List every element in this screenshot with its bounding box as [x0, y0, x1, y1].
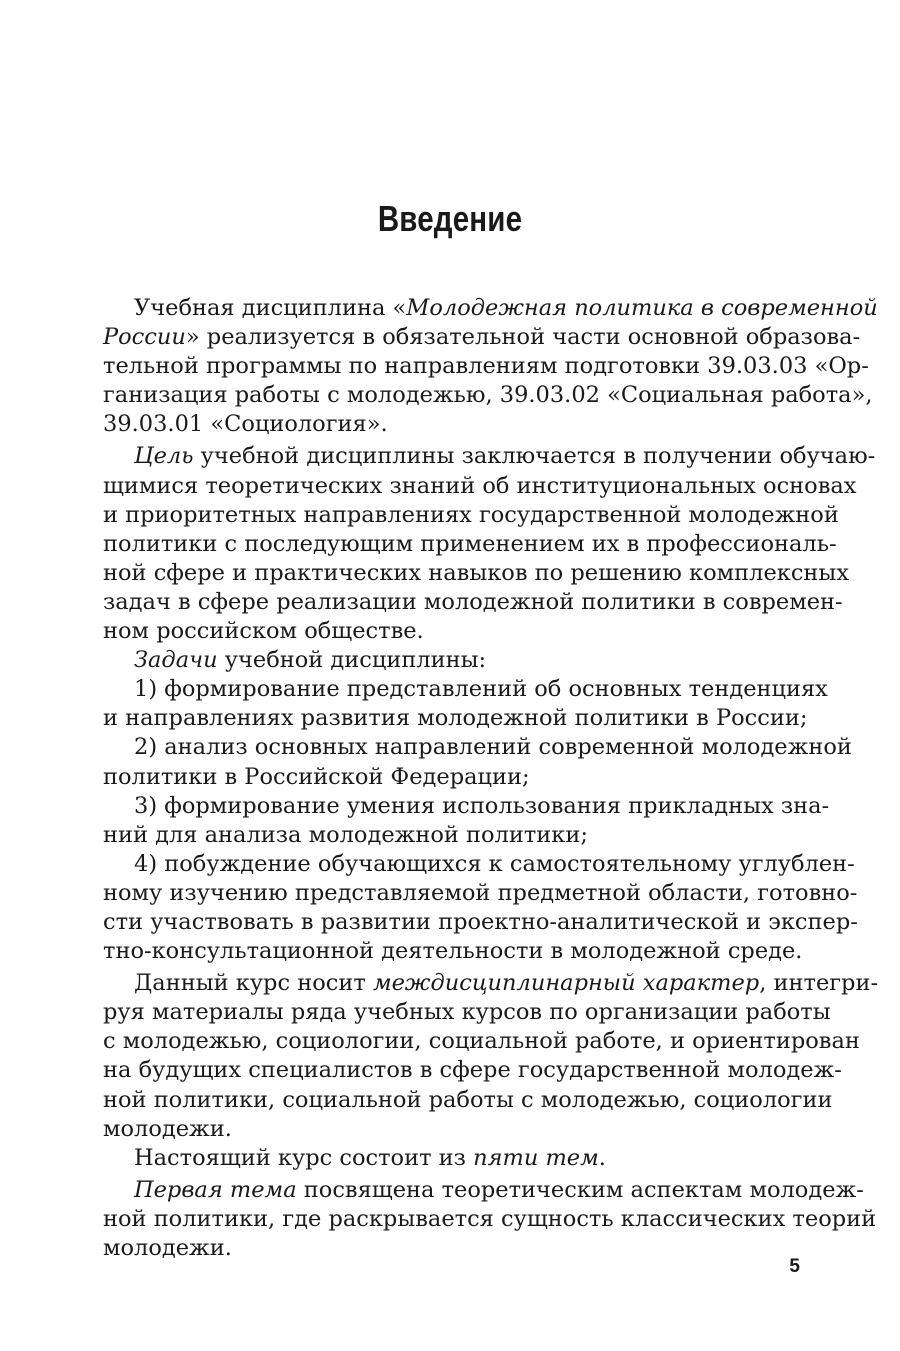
paragraph-first-topic	[103, 1176, 877, 1263]
text-line: 3) формирование умения использования прикладных зна-	[134, 792, 830, 819]
task-item-4	[103, 850, 858, 966]
text-line: 1) формирование представлений об основных тенденциях	[134, 676, 828, 703]
text-line: 4) побуждение обучающихся к самостоятельному углублен-	[134, 850, 855, 877]
task-item-1	[103, 675, 828, 733]
page-title: Введение	[377, 198, 523, 239]
text-line: Учебная дисциплина «Молодежная политика в современной	[134, 295, 878, 321]
text-line: Задачи учебной дисциплины:	[134, 647, 487, 674]
text-line: Настоящий курс состоит из пяти тем.	[134, 1144, 606, 1171]
text-line: с молодежью, социологии, социальной работе, и ориентирован	[103, 1028, 860, 1055]
task-item-3	[103, 792, 830, 850]
text-line: ном российском обществе.	[103, 618, 424, 645]
text-line: России» реализуется в обязательной части основной образова-	[103, 324, 861, 351]
text-line: ной политики, социальной работы с молодежью, социологии	[103, 1086, 833, 1113]
text-line: на будущих специалистов в сфере государственной молодеж-	[103, 1057, 842, 1084]
text-line: 2) анализ основных направлений современной молодежной	[134, 734, 852, 761]
text-line: задач в сфере реализации молодежной политики в современ-	[103, 588, 843, 615]
text-line: и направлениях развития молодежной политики в России;	[103, 705, 808, 732]
text-line: ной сфере и практических навыков по решению комплексных	[103, 559, 850, 586]
text-line: тельной программы по направлениям подготовки 39.03.03 «Ор-	[103, 353, 869, 380]
task-item-2	[103, 733, 852, 791]
text-line: молодежи.	[103, 1115, 232, 1142]
paragraph-tasks-heading	[103, 646, 800, 675]
text-line: руя материалы ряда учебных курсов по организации работы	[103, 999, 831, 1026]
text-line: ному изучению представляемой предметной области, готовно-	[103, 879, 858, 906]
text-line: политики в Российской Федерации;	[103, 763, 530, 790]
text-line: Первая тема посвящена теоретическим аспектам молодеж-	[134, 1176, 864, 1203]
paragraph-course-character	[103, 969, 879, 1144]
text-line: Данный курс носит междисциплинарный характер, интегри-	[134, 970, 879, 997]
page-number: 5	[789, 1256, 800, 1277]
text-line: сти участвовать в развитии проектно-аналитической и экспер-	[103, 908, 858, 935]
text-line: политики с последующим применением их в профессиональ-	[103, 530, 837, 557]
paragraph-intro	[103, 294, 878, 439]
text-line: ной политики, где раскрывается сущность классических теорий	[103, 1205, 877, 1232]
text-line: и приоритетных направлениях государственной молодежной	[103, 501, 839, 528]
paragraph-course-structure	[103, 1144, 800, 1173]
text-line: щимися теоретических знаний об институциональных основах	[103, 472, 857, 499]
paragraph-goal	[103, 442, 876, 646]
text-line: молодежи.	[103, 1235, 232, 1261]
text-line: тно-консультационной деятельности в молодежной среде.	[103, 938, 803, 965]
text-line: Цель учебной дисциплины заключается в получении обучаю-	[134, 443, 876, 470]
text-line: ний для анализа молодежной политики;	[103, 821, 588, 848]
body-text	[103, 294, 879, 1263]
text-line: 39.03.01 «Социология».	[103, 411, 388, 438]
text-line: ганизация работы с молодежью, 39.03.02 «Социальная работа»,	[103, 382, 873, 409]
